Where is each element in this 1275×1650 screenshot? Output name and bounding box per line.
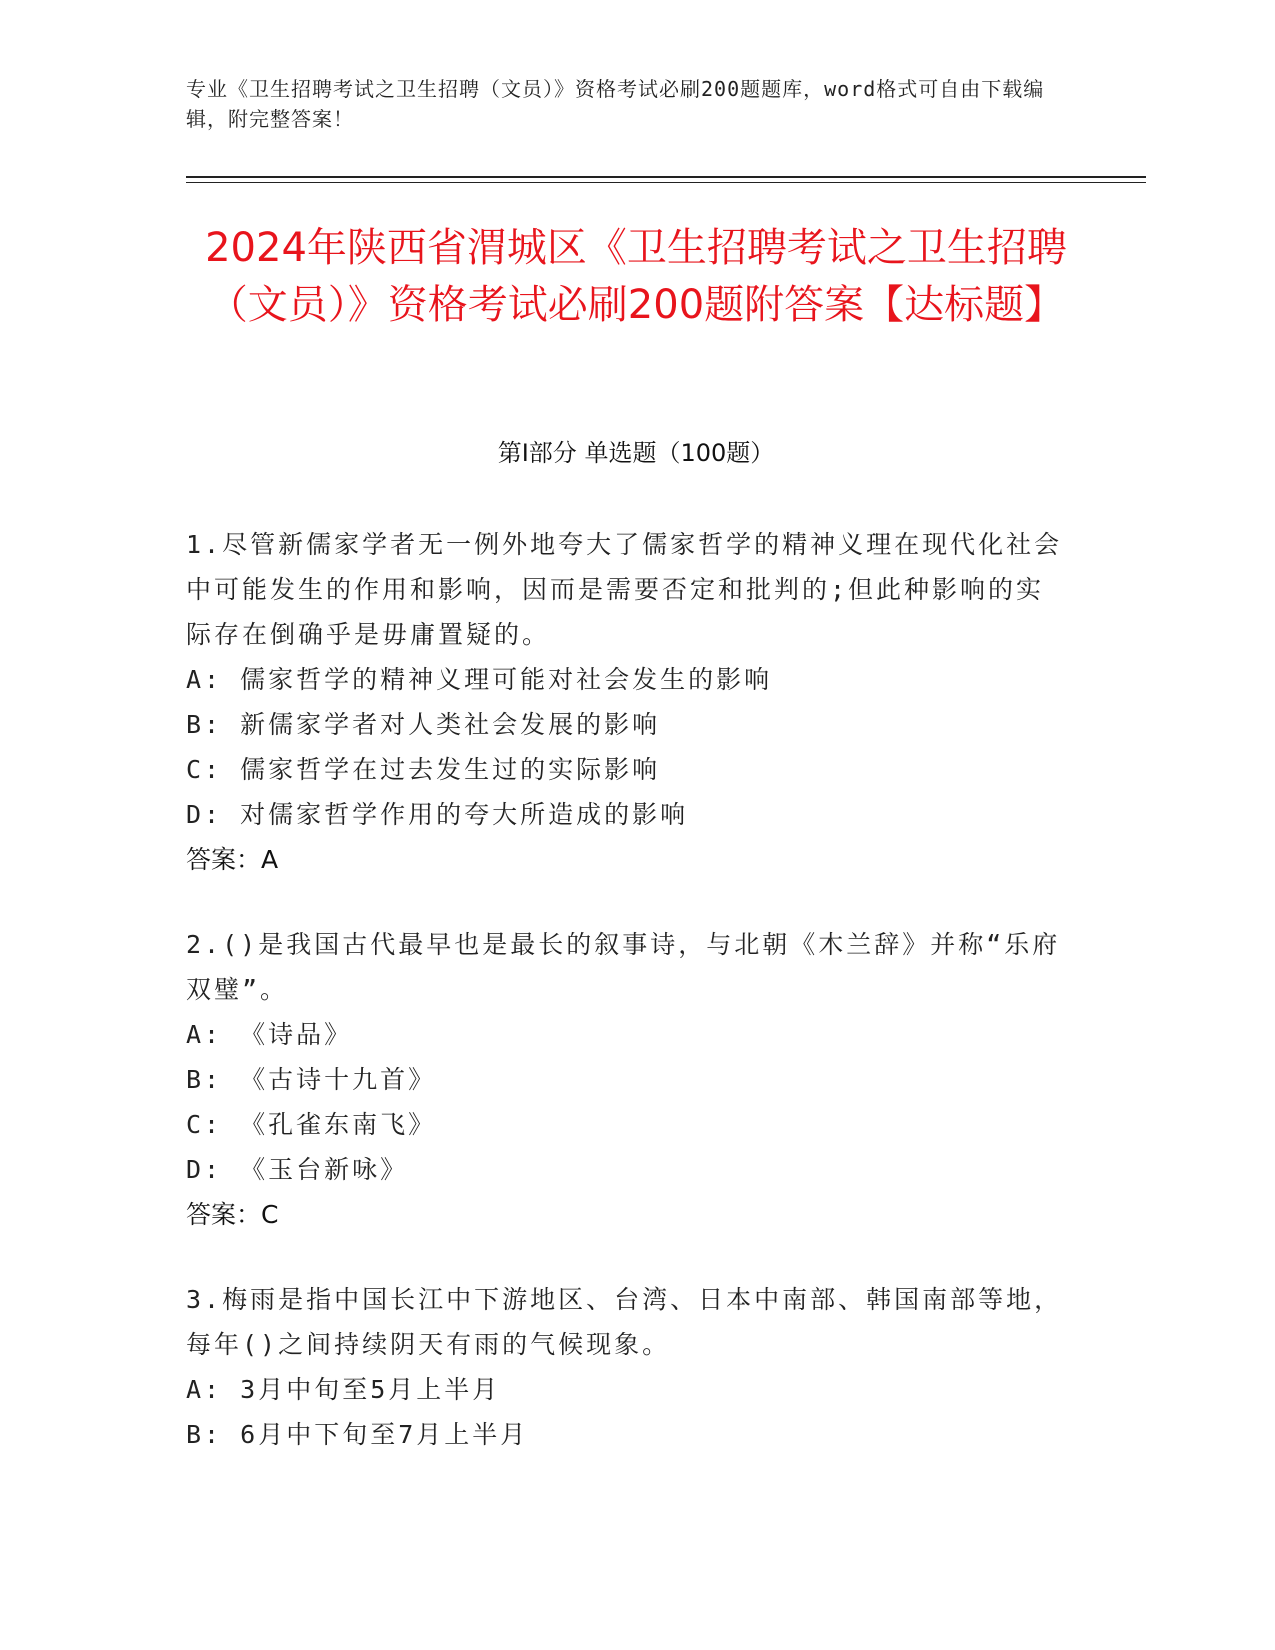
document-title: 2024年陕西省渭城区《卫生招聘考试之卫生招聘（文员）》资格考试必刷200题附答案【达标题】 [205, 225, 1067, 328]
option-b: B: 6月中下旬至7月上半月 [186, 1420, 529, 1449]
question-stem: 2.()是我国古代最早也是最长的叙事诗，与北朝《木兰辞》并称“乐府双璧”。 [186, 930, 1061, 1004]
section-title: 第I部分 单选题（100题） [497, 439, 775, 467]
header-note: 专业《卫生招聘考试之卫生招聘（文员）》资格考试必刷200题题库，word格式可自由下载编辑，附完整答案！ [186, 77, 1045, 131]
question-stem: 1.尽管新儒家学者无一例外地夸大了儒家哲学的精神义理在现代化社会中可能发生的作用和影响，因而是需要否定和批判的;但此种影响的实际存在倒确乎是毋庸置疑的。 [186, 530, 1063, 649]
question-stem: 3.梅雨是指中国长江中下游地区、台湾、日本中南部、韩国南部等地，每年()之间持续阴天有雨的气候现象。 [186, 1285, 1063, 1359]
option-c: C: 《孔雀东南飞》 [186, 1110, 437, 1139]
option-b: B: 新儒家学者对人类社会发展的影响 [186, 710, 661, 739]
answer-line: 答案：A [186, 845, 279, 874]
question-list [186, 522, 1066, 1497]
header-divider-thin [186, 182, 1146, 183]
header-divider-thick [186, 176, 1146, 178]
option-b: B: 《古诗十九首》 [186, 1065, 437, 1094]
question-3 [186, 1277, 1066, 1457]
question-2 [186, 922, 1066, 1237]
answer-line: 答案：C [186, 1200, 279, 1229]
option-a: A: 《诗品》 [186, 1020, 353, 1049]
option-a: A: 3月中旬至5月上半月 [186, 1375, 501, 1404]
option-d: D: 对儒家哲学作用的夸大所造成的影响 [186, 800, 689, 829]
option-c: C: 儒家哲学在过去发生过的实际影响 [186, 755, 661, 784]
option-a: A: 儒家哲学的精神义理可能对社会发生的影响 [186, 665, 773, 694]
option-d: D: 《玉台新咏》 [186, 1155, 409, 1184]
question-1 [186, 522, 1066, 882]
